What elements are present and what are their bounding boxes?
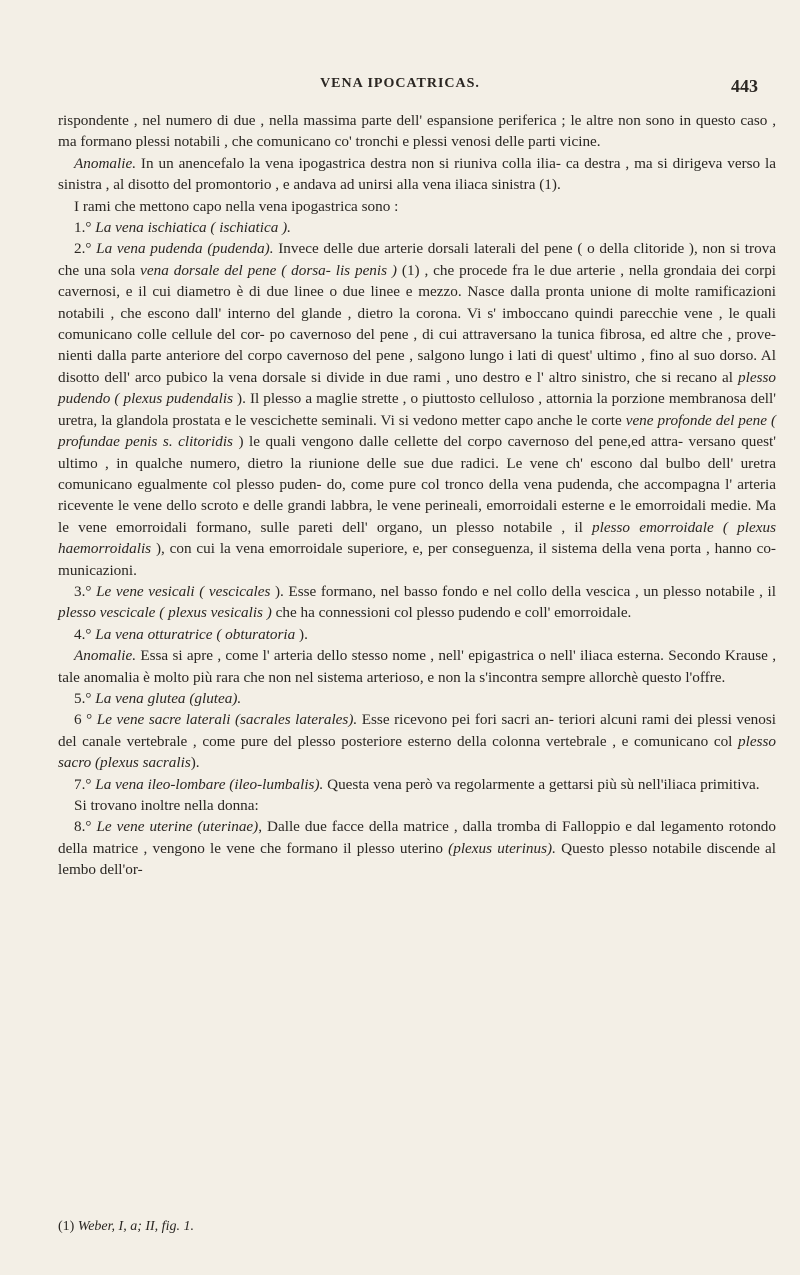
list-item-sacre-laterali: 6 ° Le vene sacre laterali (sacrales laterales). Esse ricevono pei fori sacri an- teriori alcuni rami dei plessi venosi del canale vertebrale , come pure del plesso posteriore esterno della colonna vertebrale , e comunicano col plesso sacro (plexus sacralis). <box>58 711 776 772</box>
anomalie-label: Anomalie. <box>74 154 137 172</box>
paragraph-intro: rispondente , nel numero di due , nella massima parte dell' espansione periferica ; le altre non sono in questo caso , ma formano plessi notabili , che comunicano co' tronchi e plessi venosi delle parti vicine. <box>58 112 776 151</box>
paragraph-anomalie-2: Anomalie. Essa si apre , come l' arteria dello stesso nome , nell' epigastrica o nell' iliaca esterna. Secondo Krause , tale anomalia è molto più rara che non nel sistema arterioso, e non la s'incontra sempre allorchè questo l'offre. <box>58 647 776 686</box>
paragraph-anomalie-1: Anomalie. In un anencefalo la vena ipogastrica destra non si riuniva colla ilia- ca destra , ma si dirigeva verso la sinistra , al disotto del promontorio , e andava ad unirsi alla vena iliaca sinistra (1). <box>58 154 776 194</box>
footnote: (1) Weber, I, a; II, fig. 1. <box>58 1219 194 1234</box>
list-item-glutea: 5.° La vena glutea (glutea). <box>74 689 242 707</box>
running-title: VENA IPOCATRICAS. <box>320 76 480 91</box>
list-item-pudenda: 2.° La vena pudenda (pudenda). Invece delle due arterie dorsali laterali del pene ( o della clitoride ), non si trova che una sola vena dorsale del pene ( dorsa- lis penis ) (1) , che procede fra le due arterie , nella grondaia dei corpi cavernosi, e il cui diametro è di due linee o due linee e mezzo. Nasce dalla pronta unione di molte ramificazioni notabili , che escono dall' interno del glande , dietro la corona. Vi s' imboccano quindi parecchie vene , le quali comunicano colle cellule del cor- po cavernoso del pene , di cui attraversano la tunica fibrosa, ed altre che , prove- nienti dalla parte anteriore del corpo cavernoso del pene , salgono lungo i lati di quest' ultimo , fino al suo dorso. Al disotto dell' arco pubico la vena dorsale si divide in due rami , uno destro e l' altro sinistro, che si recano al plesso pudendo ( plexus pudendalis ). Il plesso a maglie strette , o piuttosto celluloso , attornia la porzione membranosa dell' uretra, la glandola prostata e le vescichette seminali. Vi si vedono metter capo anche le corte vene profonde del pene ( profundae penis s. clitoridis ) le quali vengono dalle cellette del corpo cavernoso del pene,ed attra- versano quest' ultimo , in qualche numero, dietro la riunione delle sue due radici. Le vene ch' escono dal bulbo dell' uretra comunicano egualmente col plesso puden- do, come pure col tronco della vena pudenda, che accompagna l' arteria ricevente le vene dello scroto e delle grandi labbra, le vene perineali, emorroidali esterne e le emorroidali medie. Ma le vene emorroidali formano, sulle pareti dell' organo, un plesso notabile , il plesso emorroidale ( plexus haemorroidalis ), con cui la vena emorroidale superiore, e, per conseguenza, il sistema della vena porta , hanno co- municazioni. <box>58 240 777 579</box>
body-text <box>58 110 776 881</box>
paragraph-donna: Si trovano inoltre nella donna: <box>74 797 259 814</box>
page-number: 443 <box>731 76 758 96</box>
paragraph-rami: I rami che mettono capo nella vena ipogastrica sono : <box>74 197 399 215</box>
footnote-author: Weber <box>77 1219 112 1234</box>
list-item-vesicali: 3.° Le vene vesicali ( vescicales ). Esse formano, nel basso fondo e nel collo della vescica , un plesso notabile , il plesso vescicale ( plexus vesicalis ) che ha connessioni col plesso pudendo e coll' emorroidale. <box>58 582 776 622</box>
list-item-ischiatica: 1.° La vena ischiatica ( ischiatica ). <box>74 219 291 237</box>
list-item-uterine: 8.° Le vene uterine (uterinae), Dalle due facce della matrice , dalla tromba di Falloppio e dal legamento rotondo della matrice , vengono le vene che formano il plesso uterino (plexus uterinus). Questo plesso notabile discende al lembo dell'or- <box>58 818 777 879</box>
list-item-ileo-lombare: 7.° La vena ileo-lombare (ileo-lumbalis). Questa vena però va regolarmente a gettarsi più sù nell'iliaca primitiva. <box>74 775 760 793</box>
list-item-otturatrice: 4.° La vena otturatrice ( obturatoria ). <box>74 625 308 643</box>
page-header <box>0 76 800 106</box>
anomalie-label: Anomalie. <box>74 647 137 665</box>
